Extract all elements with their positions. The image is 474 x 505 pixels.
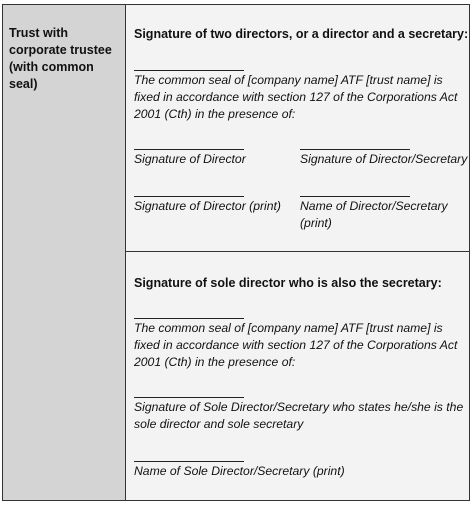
sole-director-section: [126, 252, 469, 500]
sole-name-caption: Name of Sole Director/Secretary (print): [134, 464, 345, 478]
sole-seal-signature-line[interactable]: [134, 318, 244, 319]
entity-type-cell: [3, 5, 126, 500]
director-signature-caption: Signature of Director: [134, 152, 246, 166]
director-print-caption: Signature of Director (print): [134, 199, 281, 213]
sole-seal-text: The common seal of [company name] ATF [trust name] is fixed in accordance with section 127 of the Corporations Act 2001 (Cth) in the presence of:: [134, 321, 458, 369]
director-secretary-signature-line[interactable]: [300, 149, 410, 150]
signature-blocks: [126, 5, 469, 500]
seal-signature-line[interactable]: [134, 70, 244, 71]
sole-name-line[interactable]: [134, 461, 244, 462]
director-secretary-name-caption: Name of Director/Secretary (print): [300, 199, 448, 230]
director-print-line[interactable]: [134, 196, 244, 197]
director-secretary-signature-caption: Signature of Director/Secretary: [300, 152, 468, 166]
two-directors-section: [126, 5, 469, 252]
sole-signature-caption: Signature of Sole Director/Secretary who states he/she is the sole director and sole secretary: [134, 400, 464, 431]
sole-signature-line[interactable]: [134, 397, 244, 398]
sole-director-heading: Signature of sole director who is also the secretary:: [134, 276, 442, 290]
director-signature-line[interactable]: [134, 149, 244, 150]
entity-type-label: Trust with corporate trustee (with common seal): [9, 26, 112, 91]
signature-table: [2, 4, 470, 501]
seal-text: The common seal of [company name] ATF [trust name] is fixed in accordance with section 127 of the Corporations Act 2001 (Cth) in the presence of:: [134, 73, 458, 121]
director-secretary-name-line[interactable]: [300, 196, 410, 197]
two-directors-heading: Signature of two directors, or a director and a secretary:: [134, 27, 469, 41]
